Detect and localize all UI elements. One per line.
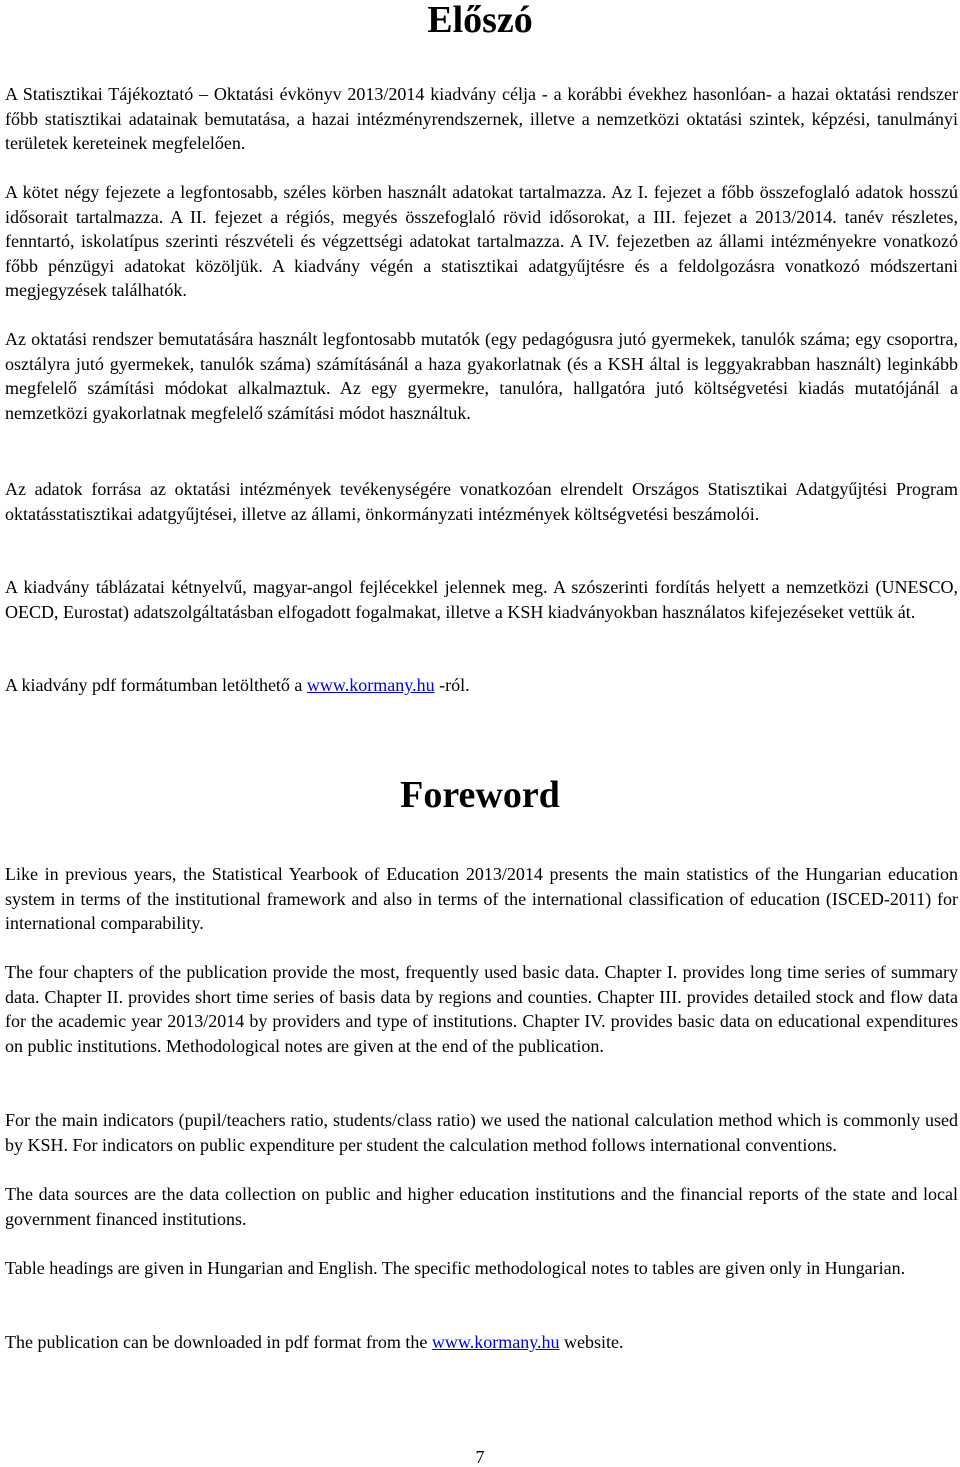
en-kormany-link[interactable]: www.kormany.hu: [431, 1332, 560, 1352]
hu-download-suffix: -ról.: [434, 675, 470, 695]
en-download-suffix: website.: [559, 1332, 624, 1352]
en-paragraph-4: The data sources are the data collection on public and higher education institutions and the financial reports of the state and local government financed institutions.: [5, 1184, 958, 1229]
page-number: 7: [475, 1447, 485, 1467]
hu-download-text: A kiadvány pdf formátumban letölthető a: [5, 675, 307, 695]
hu-paragraph-2: A kötet négy fejezete a legfontosabb, széles körben használt adatokat tartalmazza. Az I. fejezet a főbb összefoglaló adatok hosszú idősorait tartalmazza. A II. fejezet a régiós, megyés összefoglaló rövid idősorokat, a III. fejezet a 2013/2014. tanév részletes, fenntartó, iskolatípus szerinti részvételi és végzettségi adatokat tartalmazza. A IV. fejezetben az állami intézményekre vonatkozó főbb pénzügyi adatokat közöljük. A kiadvány végén a statisztikai adatgyűjtésre és a feldolgozásra vonatkozó módszertani megjegyzések találhatók.: [5, 182, 958, 301]
en-paragraph-3: For the main indicators (pupil/teachers ratio, students/class ratio) we used the national calculation method which is commonly used by KSH. For indicators on public expenditure per student the calculation method follows international conventions.: [5, 1110, 958, 1155]
hu-download-line: [5, 673, 958, 698]
title-hungarian: Előszó: [427, 0, 533, 41]
hu-paragraph-5: A kiadvány táblázatai kétnyelvű, magyar-angol fejlécekkel jelennek meg. A szószerinti fordítás helyett a nemzetközi (UNESCO, OECD, Eurostat) adatszolgáltatásban elfogadott fogalmakat, illetve a KSH kiadványokban használatos kifejezéseket vettük át.: [5, 577, 958, 622]
en-paragraph-1: Like in previous years, the Statistical Yearbook of Education 2013/2014 presents the main statistics of the Hungarian education system in terms of the institutional framework and also in terms of the international classification of education (ISCED-2011) for international comparability.: [5, 864, 958, 934]
en-download-text: The publication can be downloaded in pdf format from the: [5, 1332, 432, 1352]
en-paragraph-2: The four chapters of the publication provide the most, frequently used basic data. Chapter I. provides long time series of summary data. Chapter II. provides short time series of basis data by regions and counties. Chapter III. provides detailed stock and flow data for the academic year 2013/2014 by providers and type of institutions. Chapter IV. provides basic data on educational expenditures on public institutions. Methodological notes are given at the end of the publication.: [5, 962, 958, 1056]
en-paragraph-5: Table headings are given in Hungarian and English. The specific methodological notes to tables are given only in Hungarian.: [5, 1258, 906, 1278]
hu-kormany-link[interactable]: www.kormany.hu: [306, 675, 435, 695]
en-download-line: [5, 1330, 958, 1355]
hu-paragraph-3: Az oktatási rendszer bemutatására használt legfontosabb mutatók (egy pedagógusra jutó gyermekek, tanulók száma; egy csoportra, osztályra jutó gyermekek, tanulók száma) számításánál a haza gyakorlatnak (és a KSH által is leggyakrabban használt) leginkább megfelelő számítási módokat alkalmaztuk. Az egy gyermekre, tanulóra, hallgatóra jutó költségvetési kiadás mutatójánál a nemzetközi gyakorlatnak megfelelő számítási módot használtuk.: [5, 329, 958, 423]
hu-paragraph-4: Az adatok forrása az oktatási intézmények tevékenységére vonatkozóan elrendelt Országos Statisztikai Adatgyűjtési Program oktatásstatisztikai adatgyűjtései, illetve az állami, önkormányzati intézmények költségvetési beszámolói.: [5, 479, 958, 524]
title-english: Foreword: [400, 774, 560, 816]
hu-paragraph-1: A Statisztikai Tájékoztató ‒ Oktatási évkönyv 2013/2014 kiadvány célja - a korábbi évekhez hasonlóan- a hazai oktatási rendszer főbb statisztikai adatainak bemutatása, a hazai intézményrendszernek, illetve a nemzetközi oktatási szintek, képzési, tanulmányi területek kereteinek megfelelően.: [5, 84, 958, 154]
